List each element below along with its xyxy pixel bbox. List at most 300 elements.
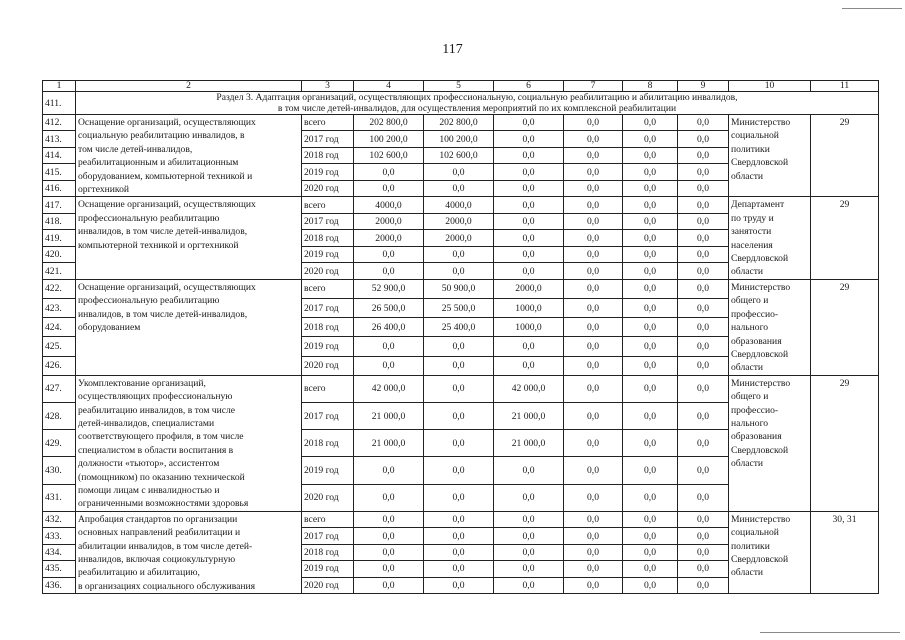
amount-cell: 0,0 [494,356,564,375]
amount-cell: 0,0 [424,180,494,197]
amount-cell: 0,0 [564,180,623,197]
year-cell: 2017 год [302,213,354,229]
amount-cell: 0,0 [623,511,678,527]
year-cell: 2019 год [302,457,354,484]
measure-name-line: том числе детей-инвалидов, [78,143,193,155]
column-header: 6 [494,81,564,92]
row-number: 420. [43,246,76,262]
amount-cell: 102 600,0 [354,147,424,163]
amount-cell: 0,0 [623,356,678,375]
target-indicator-ref: 30, 31 [811,511,879,593]
executor-name-line: общего и [731,391,769,403]
amount-cell: 0,0 [424,263,494,280]
amount-cell: 0,0 [678,430,729,457]
row-number: 422. [43,279,76,298]
executor-name-line: Министерство [731,377,791,389]
amount-cell: 0,0 [564,484,623,511]
table-row [43,115,879,131]
measure-name-line: (помощником) по оказанию технической [78,471,245,483]
amount-cell: 0,0 [623,263,678,280]
amount-cell: 0,0 [678,246,729,262]
column-header: 1 [43,81,76,92]
amount-cell: 0,0 [564,164,623,180]
row-number: 434. [43,544,76,560]
year-cell: всего [302,279,354,298]
year-cell: 2019 год [302,246,354,262]
amount-cell: 0,0 [424,402,494,429]
executor-name [729,511,811,593]
amount-cell: 0,0 [424,528,494,544]
amount-cell: 0,0 [678,577,729,594]
row-number: 432. [43,511,76,527]
column-header: 9 [678,81,729,92]
executor-name-line: профессио- [731,404,779,416]
measure-name [76,197,302,279]
year-cell: 2019 год [302,337,354,356]
executor-name-line: образования [731,335,782,347]
amount-cell: 0,0 [623,279,678,298]
executor-name-line: населения [731,239,773,251]
amount-cell: 100 200,0 [424,131,494,147]
amount-cell: 21 000,0 [354,402,424,429]
amount-cell: 0,0 [494,131,564,147]
section-title [76,92,879,115]
year-cell: 2018 год [302,147,354,163]
scan-edge-line [760,632,900,633]
amount-cell: 0,0 [494,457,564,484]
amount-cell: 1000,0 [494,299,564,318]
row-number: 433. [43,528,76,544]
measure-name-line: Оснащение организаций, осуществляющих [78,117,256,128]
measure-name-line: Оснащение организаций, осуществляющих [78,199,256,211]
amount-cell: 0,0 [354,457,424,484]
table-body [43,81,879,594]
amount-cell: 0,0 [623,402,678,429]
year-cell: 2017 год [302,131,354,147]
amount-cell: 0,0 [678,147,729,163]
column-header: 2 [76,81,302,92]
amount-cell: 0,0 [354,544,424,560]
measure-name-line: Укомплектование организаций, [78,377,206,389]
measure-name-line: оргтехникой [78,184,130,196]
year-cell: всего [302,511,354,527]
amount-cell: 0,0 [494,147,564,163]
amount-cell: 0,0 [678,180,729,197]
measure-name-line: ограниченными возможностями здоровья [78,498,249,510]
amount-cell: 2000,0 [494,279,564,298]
amount-cell: 0,0 [623,457,678,484]
executor-name [729,197,811,279]
amount-cell: 0,0 [354,246,424,262]
section-title-line: в том числе детей-инвалидов, для осуществления мероприятий по их комплексной реабилитации [277,103,677,114]
amount-cell: 0,0 [678,457,729,484]
amount-cell: 0,0 [494,544,564,560]
executor-name [729,279,811,375]
amount-cell: 0,0 [564,115,623,131]
row-number: 418. [43,213,76,229]
amount-cell: 0,0 [678,131,729,147]
amount-cell: 0,0 [424,246,494,262]
executor-name-line: Министерство [731,281,791,293]
amount-cell: 2000,0 [424,230,494,246]
amount-cell: 0,0 [424,561,494,577]
page-number: 117 [442,42,463,57]
amount-cell: 21 000,0 [494,402,564,429]
column-header: 4 [354,81,424,92]
amount-cell: 0,0 [354,180,424,197]
amount-cell: 0,0 [678,115,729,131]
executor-name-line: профессио- [731,308,779,320]
year-cell: 2020 год [302,356,354,375]
amount-cell: 0,0 [494,230,564,246]
column-header: 11 [811,81,879,92]
measure-name-line: социальную реабилитацию инвалидов, в [78,130,245,142]
row-number: 426. [43,356,76,375]
table-row [43,375,879,402]
year-cell: 2020 год [302,577,354,594]
amount-cell: 0,0 [494,577,564,594]
program-table-wrapper [42,80,879,594]
amount-cell: 0,0 [564,213,623,229]
executor-name-line: нального [731,322,769,334]
measure-name-line: соответствующего профиля, в том числе [78,431,244,443]
column-header: 10 [729,81,811,92]
amount-cell: 0,0 [623,577,678,594]
amount-cell: 0,0 [424,511,494,527]
amount-cell: 0,0 [623,337,678,356]
amount-cell: 0,0 [678,164,729,180]
amount-cell: 0,0 [564,279,623,298]
amount-cell: 21 000,0 [494,430,564,457]
year-cell: 2017 год [302,402,354,429]
amount-cell: 0,0 [494,180,564,197]
year-cell: всего [302,375,354,402]
amount-cell: 0,0 [354,337,424,356]
measure-name-line: реабилитационным и абилитационным [78,157,239,169]
amount-cell: 0,0 [623,180,678,197]
table-row [43,279,879,298]
target-indicator-ref: 29 [811,375,879,511]
amount-cell: 25 500,0 [424,299,494,318]
measure-name-line: реабилитацию инвалидов, в том числе [78,404,236,416]
target-indicator-ref: 29 [811,197,879,279]
amount-cell: 0,0 [678,299,729,318]
amount-cell: 0,0 [678,511,729,527]
amount-cell: 0,0 [354,484,424,511]
row-number: 413. [43,131,76,147]
measure-name-line: должности «тьютор», ассистентом [78,458,220,470]
measure-name-line: помощи лицам с инвалидностью и [78,484,220,496]
column-header: 8 [623,81,678,92]
amount-cell: 102 600,0 [424,147,494,163]
row-number: 430. [43,457,76,484]
measure-name-line: оборудованием, компьютерной техникой и [78,170,253,182]
year-cell: 2018 год [302,318,354,337]
amount-cell: 0,0 [623,430,678,457]
executor-name-line: образования [731,431,782,443]
amount-cell: 50 900,0 [424,279,494,298]
amount-cell: 0,0 [623,197,678,213]
executor-name-line: области [731,567,764,579]
amount-cell: 26 400,0 [354,318,424,337]
executor-name-line: области [731,362,764,374]
amount-cell: 26 500,0 [354,299,424,318]
executor-name-line: Свердловской [731,157,789,169]
target-indicator-ref: 29 [811,115,879,197]
amount-cell: 0,0 [564,230,623,246]
amount-cell: 0,0 [424,577,494,594]
measure-name-line: профессиональную реабилитацию [78,295,220,307]
amount-cell: 0,0 [354,561,424,577]
header-row [43,81,879,92]
executor-name [729,115,811,197]
executor-name-line: области [731,266,764,278]
amount-cell: 21 000,0 [354,430,424,457]
amount-cell: 52 900,0 [354,279,424,298]
year-cell: всего [302,115,354,131]
amount-cell: 0,0 [564,457,623,484]
measure-name-line: инвалидов, в том числе детей-инвалидов, [78,308,248,320]
measure-name-line: Оснащение организаций, осуществляющих [78,281,256,293]
amount-cell: 0,0 [354,511,424,527]
executor-name-line: общего и [731,295,769,307]
measure-name-line: реабилитацию и абилитацию, [78,567,200,579]
amount-cell: 0,0 [564,430,623,457]
executor-name-line: области [731,458,764,470]
amount-cell: 0,0 [564,197,623,213]
executor-name-line: Департамент [731,199,785,211]
amount-cell: 0,0 [564,544,623,560]
executor-name-line: социальной [731,130,779,142]
measure-name-line: в организациях социального обслуживания [78,580,256,592]
amount-cell: 0,0 [494,337,564,356]
table-row [43,197,879,213]
amount-cell: 4000,0 [354,197,424,213]
amount-cell: 0,0 [678,279,729,298]
program-table [42,80,879,594]
amount-cell: 2000,0 [354,230,424,246]
amount-cell: 0,0 [424,544,494,560]
executor-name-line: области [731,170,764,182]
amount-cell: 0,0 [678,375,729,402]
executor-name-line: Министерство [731,513,791,525]
amount-cell: 0,0 [424,337,494,356]
year-cell: 2018 год [302,430,354,457]
amount-cell: 0,0 [623,528,678,544]
executor-name-line: Свердловской [731,348,789,360]
measure-name-line: специалистом в области воспитания в [78,444,234,456]
measure-name [76,511,302,593]
amount-cell: 0,0 [494,511,564,527]
row-number: 412. [43,115,76,131]
row-number: 428. [43,402,76,429]
amount-cell: 0,0 [564,131,623,147]
year-cell: 2017 год [302,299,354,318]
row-number: 421. [43,263,76,280]
row-number: 411. [43,92,76,115]
amount-cell: 0,0 [623,375,678,402]
amount-cell: 0,0 [494,528,564,544]
amount-cell: 42 000,0 [354,375,424,402]
measure-name-line: компьютерной техникой и оргтехникой [78,239,239,251]
amount-cell: 0,0 [678,544,729,560]
row-number: 425. [43,337,76,356]
executor-name-line: политики [731,540,770,552]
measure-name-line: абилитации инвалидов, в том числе детей- [78,540,253,552]
amount-cell: 0,0 [494,561,564,577]
amount-cell: 0,0 [678,230,729,246]
amount-cell: 0,0 [494,246,564,262]
amount-cell: 0,0 [424,457,494,484]
amount-cell: 0,0 [494,213,564,229]
measure-name-line: профессиональную реабилитацию [78,212,220,224]
amount-cell: 0,0 [564,246,623,262]
row-number: 431. [43,484,76,511]
amount-cell: 2000,0 [354,213,424,229]
section-title-line: Раздел 3. Адаптация организаций, осуществляющих профессиональную, социальную реабилитацию и абилитацию инвалидов, [216,92,738,103]
amount-cell: 0,0 [678,197,729,213]
column-header: 7 [564,81,623,92]
executor-name-line: Свердловской [731,444,789,456]
measure-name [76,375,302,511]
executor-name-line: Министерство [731,117,791,128]
table-row [43,511,879,527]
amount-cell: 0,0 [494,164,564,180]
executor-name-line: по труду и [731,212,774,224]
amount-cell: 1000,0 [494,318,564,337]
year-cell: 2020 год [302,484,354,511]
executor-name-line: Свердловской [731,554,789,565]
row-number: 416. [43,180,76,197]
row-number: 427. [43,375,76,402]
year-cell: 2020 год [302,180,354,197]
amount-cell: 0,0 [623,318,678,337]
amount-cell: 0,0 [564,577,623,594]
amount-cell: 0,0 [564,528,623,544]
executor-name-line: политики [731,143,770,155]
amount-cell: 0,0 [354,263,424,280]
amount-cell: 0,0 [564,511,623,527]
amount-cell: 0,0 [564,318,623,337]
amount-cell: 0,0 [424,164,494,180]
section-row [43,92,879,115]
executor-name-line: занятости [731,226,772,238]
amount-cell: 0,0 [494,197,564,213]
column-header: 3 [302,81,354,92]
measure-name-line: инвалидов, включая социокультурную [78,554,236,565]
amount-cell: 0,0 [678,318,729,337]
amount-cell: 0,0 [354,164,424,180]
amount-cell: 0,0 [623,213,678,229]
executor-name-line: Свердловской [731,253,789,265]
measure-name-line: основных направлений реабилитации и [78,527,241,539]
amount-cell: 0,0 [564,561,623,577]
executor-name-line: социальной [731,527,779,539]
amount-cell: 0,0 [424,375,494,402]
amount-cell: 0,0 [678,528,729,544]
amount-cell: 0,0 [623,230,678,246]
amount-cell: 0,0 [678,402,729,429]
amount-cell: 100 200,0 [354,131,424,147]
column-header: 5 [424,81,494,92]
measure-name-line: Апробация стандартов по организации [78,513,238,525]
amount-cell: 202 800,0 [354,115,424,131]
amount-cell: 0,0 [678,356,729,375]
amount-cell: 0,0 [564,375,623,402]
scan-edge-line [842,8,902,9]
row-number: 429. [43,430,76,457]
year-cell: 2019 год [302,561,354,577]
amount-cell: 202 800,0 [424,115,494,131]
amount-cell: 25 400,0 [424,318,494,337]
year-cell: всего [302,197,354,213]
amount-cell: 0,0 [424,356,494,375]
year-cell: 2017 год [302,528,354,544]
amount-cell: 0,0 [623,299,678,318]
measure-name-line: инвалидов, в том числе детей-инвалидов, [78,226,248,238]
amount-cell: 0,0 [623,131,678,147]
executor-name-line: нального [731,417,769,429]
amount-cell: 0,0 [564,147,623,163]
row-number: 415. [43,164,76,180]
amount-cell: 0,0 [623,147,678,163]
executor-name [729,375,811,511]
year-cell: 2018 год [302,230,354,246]
row-number: 417. [43,197,76,213]
amount-cell: 0,0 [424,430,494,457]
measure-name-line: детей-инвалидов, специалистами [78,417,215,429]
amount-cell: 0,0 [564,299,623,318]
year-cell: 2020 год [302,263,354,280]
amount-cell: 0,0 [678,263,729,280]
row-number: 435. [43,561,76,577]
amount-cell: 0,0 [354,577,424,594]
amount-cell: 0,0 [678,213,729,229]
row-number: 414. [43,147,76,163]
amount-cell: 0,0 [623,164,678,180]
amount-cell: 0,0 [354,528,424,544]
amount-cell: 2000,0 [424,213,494,229]
amount-cell: 0,0 [623,484,678,511]
row-number: 419. [43,230,76,246]
measure-name-line: осуществляющих профессиональную [78,391,233,403]
amount-cell: 0,0 [494,115,564,131]
amount-cell: 0,0 [564,356,623,375]
row-number: 424. [43,318,76,337]
amount-cell: 0,0 [494,484,564,511]
amount-cell: 0,0 [623,561,678,577]
measure-name [76,279,302,375]
amount-cell: 0,0 [564,263,623,280]
amount-cell: 4000,0 [424,197,494,213]
amount-cell: 0,0 [354,356,424,375]
amount-cell: 0,0 [564,402,623,429]
amount-cell: 0,0 [494,263,564,280]
amount-cell: 0,0 [623,115,678,131]
amount-cell: 0,0 [623,544,678,560]
amount-cell: 0,0 [424,484,494,511]
row-number: 436. [43,577,76,594]
amount-cell: 0,0 [678,484,729,511]
target-indicator-ref: 29 [811,279,879,375]
amount-cell: 0,0 [564,337,623,356]
year-cell: 2019 год [302,164,354,180]
amount-cell: 0,0 [678,561,729,577]
amount-cell: 0,0 [678,337,729,356]
amount-cell: 42 000,0 [494,375,564,402]
row-number: 423. [43,299,76,318]
measure-name [76,115,302,197]
